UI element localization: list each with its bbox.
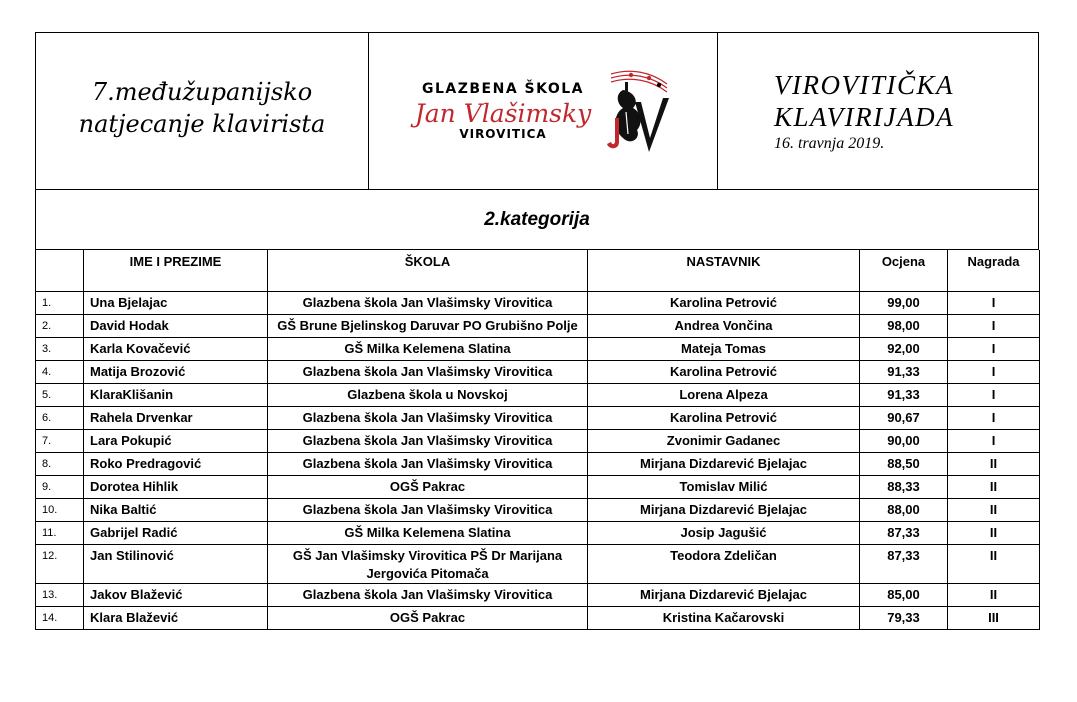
school-name: Glazbena škola Jan Vlašimsky Virovitica [268,430,588,453]
teacher-name: Lorena Alpeza [588,384,860,407]
score: 91,33 [860,361,948,384]
table-row [36,430,1040,453]
teacher-name: Mirjana Dizdarević Bjelajac [588,453,860,476]
school-name: Glazbena škola Jan Vlašimsky Virovitica [268,407,588,430]
award: II [948,522,1040,545]
festival-title-block [774,69,954,153]
participant-name: David Hodak [84,315,268,338]
teacher-name: Zvonimir Gadanec [588,430,860,453]
column-header-score: Ocjena [860,250,948,292]
school-logo [415,68,672,154]
results-sheet [35,32,1039,630]
score: 79,33 [860,607,948,630]
participant-name: Jan Stilinović [84,545,268,584]
column-header-number [36,250,84,292]
table-row [36,384,1040,407]
score: 87,33 [860,545,948,584]
participant-name: Rahela Drvenkar [84,407,268,430]
teacher-name: Mateja Tomas [588,338,860,361]
column-header-school: ŠKOLA [268,250,588,292]
teacher-name: Mirjana Dizdarević Bjelajac [588,584,860,607]
score: 85,00 [860,584,948,607]
column-header-teacher: NASTAVNIK [588,250,860,292]
participant-name: Roko Predragović [84,453,268,476]
award: I [948,407,1040,430]
teacher-name: Josip Jagušić [588,522,860,545]
teacher-name: Mirjana Dizdarević Bjelajac [588,499,860,522]
school-name: Glazbena škola Jan Vlašimsky Virovitica [268,453,588,476]
table-header-row [36,250,1040,292]
school-name: GŠ Milka Kelemena Slatina [268,338,588,361]
violin-jv-emblem-icon [601,68,671,154]
row-number: 12. [36,545,84,584]
participant-name: Lara Pokupić [84,430,268,453]
event-title-line1: 7.međužupanijsko [91,78,313,106]
teacher-name: Tomislav Milić [588,476,860,499]
award: II [948,545,1040,584]
column-header-name: IME I PREZIME [84,250,268,292]
score: 90,67 [860,407,948,430]
score: 91,33 [860,384,948,407]
participant-name: Gabrijel Radić [84,522,268,545]
award: I [948,292,1040,315]
festival-title-line2: KLAVIRIJADA [774,102,955,132]
school-name: OGŠ Pakrac [268,476,588,499]
school-name: Glazbena škola Jan Vlašimsky Virovitica [268,584,588,607]
school-name: Glazbena škola Jan Vlašimsky Virovitica [268,292,588,315]
row-number: 6. [36,407,84,430]
header-block [35,32,1039,190]
table-row [36,522,1040,545]
row-number: 7. [36,430,84,453]
teacher-name: Kristina Kačarovski [588,607,860,630]
event-title-cell [36,33,369,189]
table-row [36,361,1040,384]
school-name: GŠ Milka Kelemena Slatina [268,522,588,545]
teacher-name: Teodora Zdeličan [588,545,860,584]
score: 99,00 [860,292,948,315]
results-body [36,292,1040,630]
award: II [948,476,1040,499]
participant-name: Una Bjelajac [84,292,268,315]
row-number: 3. [36,338,84,361]
score: 88,00 [860,499,948,522]
award: III [948,607,1040,630]
event-title [79,76,326,140]
logo-text [415,81,592,141]
participant-name: Matija Brozović [84,361,268,384]
row-number: 1. [36,292,84,315]
table-row [36,338,1040,361]
award: II [948,584,1040,607]
teacher-name: Karolina Petrović [588,361,860,384]
row-number: 4. [36,361,84,384]
school-name: GŠ Brune Bjelinskog Daruvar PO Grubišno Polje [268,315,588,338]
score: 88,50 [860,453,948,476]
row-number: 5. [36,384,84,407]
table-row [36,407,1040,430]
table-row [36,292,1040,315]
participant-name: Jakov Blažević [84,584,268,607]
score: 98,00 [860,315,948,338]
row-number: 8. [36,453,84,476]
score: 87,33 [860,522,948,545]
participant-name: Nika Baltić [84,499,268,522]
table-row [36,499,1040,522]
logo-top-text: GLAZBENA ŠKOLA [421,81,585,97]
table-row [36,545,1040,584]
school-name: Glazbena škola Jan Vlašimsky Virovitica [268,361,588,384]
participant-name: KlaraKlišanin [84,384,268,407]
event-title-line2: natjecanje klavirista [78,110,326,138]
score: 92,00 [860,338,948,361]
row-number: 13. [36,584,84,607]
row-number: 9. [36,476,84,499]
teacher-name: Karolina Petrović [588,292,860,315]
award: I [948,315,1040,338]
school-name: Glazbena škola Jan Vlašimsky Virovitica [268,499,588,522]
row-number: 2. [36,315,84,338]
award: I [948,338,1040,361]
table-row [36,315,1040,338]
participant-name: Dorotea Hihlik [84,476,268,499]
table-row [36,476,1040,499]
participant-name: Klara Blažević [84,607,268,630]
logo-name-text: Jan Vlašimsky [414,99,592,128]
score: 88,33 [860,476,948,499]
results-table [35,250,1040,630]
festival-date: 16. travnja 2019. [774,135,885,152]
row-number: 14. [36,607,84,630]
logo-city-text: VIROVITICA [459,127,547,141]
score: 90,00 [860,430,948,453]
festival-title-cell [718,33,1038,189]
category-title: 2.kategorija [35,190,1039,250]
participant-name: Karla Kovačević [84,338,268,361]
row-number: 11. [36,522,84,545]
award: I [948,430,1040,453]
school-name: Glazbena škola u Novskoj [268,384,588,407]
award: I [948,384,1040,407]
logo-cell [369,33,718,189]
school-name: GŠ Jan Vlašimsky Virovitica PŠ Dr Marijana Jergovića Pitomača [268,545,588,584]
award: II [948,453,1040,476]
teacher-name: Karolina Petrović [588,407,860,430]
award: II [948,499,1040,522]
award: I [948,361,1040,384]
teacher-name: Andrea Vončina [588,315,860,338]
table-row [36,584,1040,607]
column-header-award: Nagrada [948,250,1040,292]
table-row [36,453,1040,476]
festival-title-line1: VIROVITIČKA [774,70,954,100]
table-row [36,607,1040,630]
row-number: 10. [36,499,84,522]
school-name: OGŠ Pakrac [268,607,588,630]
